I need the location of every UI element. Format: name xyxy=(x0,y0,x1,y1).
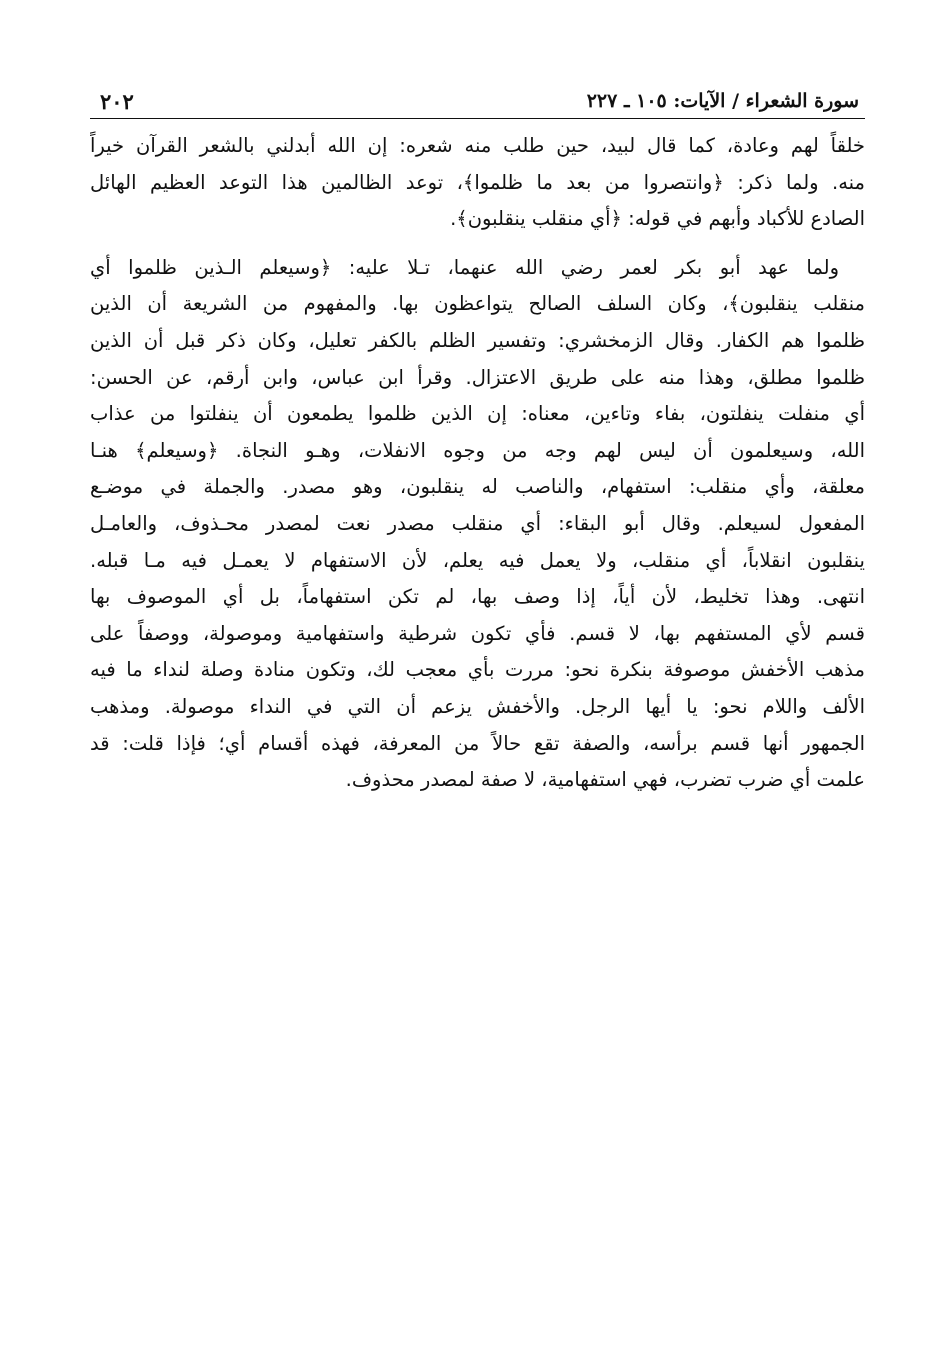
text-line: منه. ولما ذكر: ﴿وانتصروا من بعد ما ظلموا﴾، توعد الظالمين هذا التوعد العظيم الهائل xyxy=(90,170,865,194)
text-line: ينقلبون انقلاباً، أي منقلب، ولا يعمل فيه يعلم، لأن الاستفهام لا يعمـل فيه مـا قبله. xyxy=(90,548,865,572)
text-line: ظلموا مطلق، وهذا منه على طريق الاعتزال. وقرأ ابن عباس، وابن أرقم، عن الحسن: xyxy=(90,365,865,389)
body-text xyxy=(90,128,865,799)
header-title: سورة الشعراء / الآيات: ١٠٥ ـ ٢٢٧ xyxy=(586,90,859,112)
text-line: منقلب ينقلبون﴾، وكان السلف الصالح يتواعظون بها. والمفهوم من الشريعة أن الذين xyxy=(90,292,865,316)
text-line: الله، وسيعلمون أن ليس لهم وجه من وجوه الانفلات، وهـو النجاة. ﴿وسيعلم﴾ هنـا xyxy=(90,438,865,462)
text-line: الصادع للأكباد وأبهم في قوله: ﴿أي منقلب ينقلبون﴾. xyxy=(450,207,865,231)
text-line: مذهب الأخفش موصوفة بنكرة نحو: مررت بأي معجب لك، وتكون منادة وصلة لنداء ما فيه xyxy=(90,658,865,682)
text-line: الجمهور أنها قسم برأسه، والصفة تقع حالاً من المعرفة، فهذه أقسام أي؛ فإذا قلت: قد xyxy=(90,731,865,755)
text-line: ظلموا هم الكفار. وقال الزمخشري: وتفسير الظلم بالكفر تعليل، وكان ذكر قبل أن الذين xyxy=(90,328,865,352)
paragraph-2 xyxy=(90,250,865,799)
text-line: انتهى. وهذا تخليط، لأن أياً، إذا وصف بها، لم تكن استفهاماً، بل أي الموصوف بها xyxy=(90,585,865,609)
text-line: ولما عهد أبو بكر لعمر رضي الله عنهما، تـلا عليه: ﴿وسيعلم الـذين ظلموا أي xyxy=(90,255,839,279)
paragraph-1 xyxy=(90,128,865,238)
text-line: قسم لأي المستفهم بها، لا قسم. فأي تكون شرطية واستفهامية وموصولة، ووصفاً على xyxy=(90,621,865,645)
text-line: خلقاً لهم وعادة، كما قال لبيد، حين طلب منه شعره: إن الله أبدلني بالشعر القرآن خيراً xyxy=(90,134,865,157)
running-header xyxy=(90,84,865,119)
text-line: علمت أي ضرب تضرب، فهي استفهامية، لا صفة لمصدر محذوف. xyxy=(345,768,865,792)
page-number: ٢٠٢ xyxy=(100,88,134,114)
text-line: المفعول لسيعلم. وقال أبو البقاء: أي منقلب مصدر نعت لمصدر محـذوف، والعامـل xyxy=(90,511,865,535)
text-line: معلقة، وأي منقلب: استفهام، والناصب له ينقلبون، وهو مصدر. والجملة في موضـع xyxy=(90,475,865,499)
text-line: أي منفلت ينفلتون، بفاء وتاءين، معناه: إن الذين ظلموا يطمعون أن ينفلتوا من عذاب xyxy=(90,402,865,426)
text-line: الألف واللام نحو: يا أيها الرجل. والأخفش يزعم أن التي في النداء موصولة. ومذهب xyxy=(90,694,865,718)
